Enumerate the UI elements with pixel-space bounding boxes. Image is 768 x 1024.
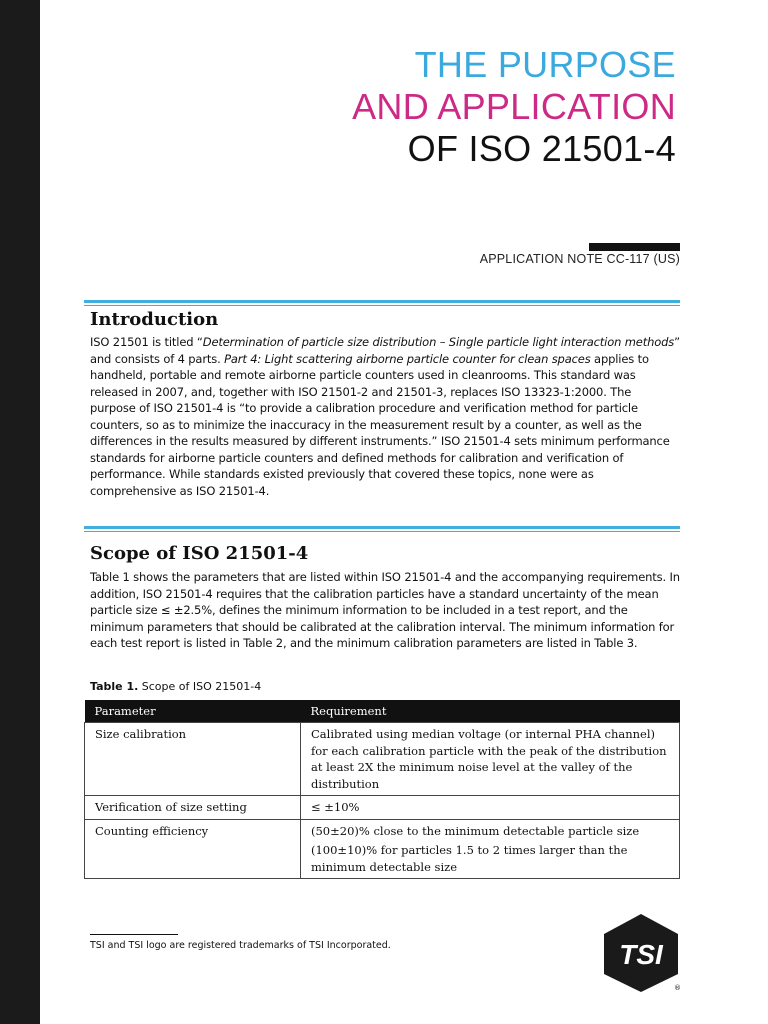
intro-text-c: ” and consists of 4 parts. (90, 335, 680, 366)
header-parameter: Parameter (85, 700, 301, 723)
intro-text-d: Part 4: Light scattering airborne particle counter for clean spaces (224, 351, 591, 366)
table-caption-text: Scope of ISO 21501-4 (141, 680, 262, 693)
table-row (85, 796, 680, 820)
parameter-cell: Counting efficiency (85, 819, 301, 879)
scope-paragraph: Table 1 shows the parameters that are listed within ISO 21501-4 and the accompanying requirements. In addition, ISO 21501-4 requires that the calibration particles have a standard uncertainty of the mean particle size ≤ ±2.5%, defines the minimum information to be included in a test report, and the minimum parameters that should be calibrated at the calibration interval. The minimum information for each test report is listed in Table 2, and the minimum calibration parameters are listed in Table 3. (90, 570, 680, 650)
requirement-line: (100±10)% for particles 1.5 to 2 times larger than the minimum detectable size (311, 843, 628, 874)
parameter-cell: Size calibration (85, 723, 301, 796)
title-line-2: AND APPLICATION (352, 86, 676, 127)
requirement-line: ≤ ±10% (311, 800, 360, 814)
title-line-1: THE PURPOSE (414, 44, 676, 85)
intro-heading: Introduction (90, 309, 219, 330)
requirement-line: Calibrated using median voltage (or internal PHA channel) for each calibration particle with the peak of the distribution at least 2X the minimum noise level at the valley of the distribution (311, 727, 667, 791)
section-divider-1 (84, 300, 680, 303)
table-header-row (85, 700, 680, 723)
table-row (85, 819, 680, 879)
trademark-footnote: TSI and TSI logo are registered trademarks of TSI Incorporated. (90, 940, 391, 951)
header-requirement: Requirement (301, 700, 680, 723)
requirement-cell (301, 796, 680, 820)
table-caption (90, 680, 261, 693)
registered-mark-icon: ® (674, 984, 681, 992)
application-note-bar (589, 243, 680, 251)
parameter-cell: Verification of size setting (85, 796, 301, 820)
intro-text-e: applies to handheld, portable and remote airborne particle counters used in cleanrooms. This standard was released in 2007, and, together with ISO 21501-2 and 21501-3, replaces ISO 13323-1:2000. The purpose of ISO 21501-4 is “to provide a calibration procedure and verification method for particle counters, so as to minimize the inaccuracy in the measurement result by a counter, as well as the differences in the results measured by different instruments.” ISO 21501-4 sets minimum performance standards for airborne particle counters and defined methods for calibration and verification of performance. While standards existed previously that covered these topics, none were as comprehensive as ISO 21501-4. (90, 351, 670, 498)
left-side-bar (0, 0, 40, 1024)
application-note-label: APPLICATION NOTE CC-117 (US) (479, 252, 680, 266)
section-divider-2 (84, 526, 680, 529)
intro-text-b: Determination of particle size distribution – Single particle light interaction methods (202, 335, 675, 349)
requirement-line: (50±20)% close to the minimum detectable particle size (311, 823, 640, 838)
scope-heading: Scope of ISO 21501-4 (90, 543, 309, 564)
intro-text-a: ISO 21501 is titled “ (90, 335, 203, 349)
document-title (352, 44, 676, 170)
footnote-rule (90, 934, 178, 935)
table-row (85, 723, 680, 796)
requirement-cell (301, 819, 680, 879)
tsi-logo-icon (600, 912, 682, 994)
title-line-3: OF ISO 21501-4 (407, 128, 676, 169)
table-caption-label: Table 1. (90, 680, 139, 693)
intro-paragraph (90, 334, 680, 499)
scope-table (84, 700, 680, 879)
logo-text: TSI (619, 939, 663, 970)
requirement-cell (301, 723, 680, 796)
